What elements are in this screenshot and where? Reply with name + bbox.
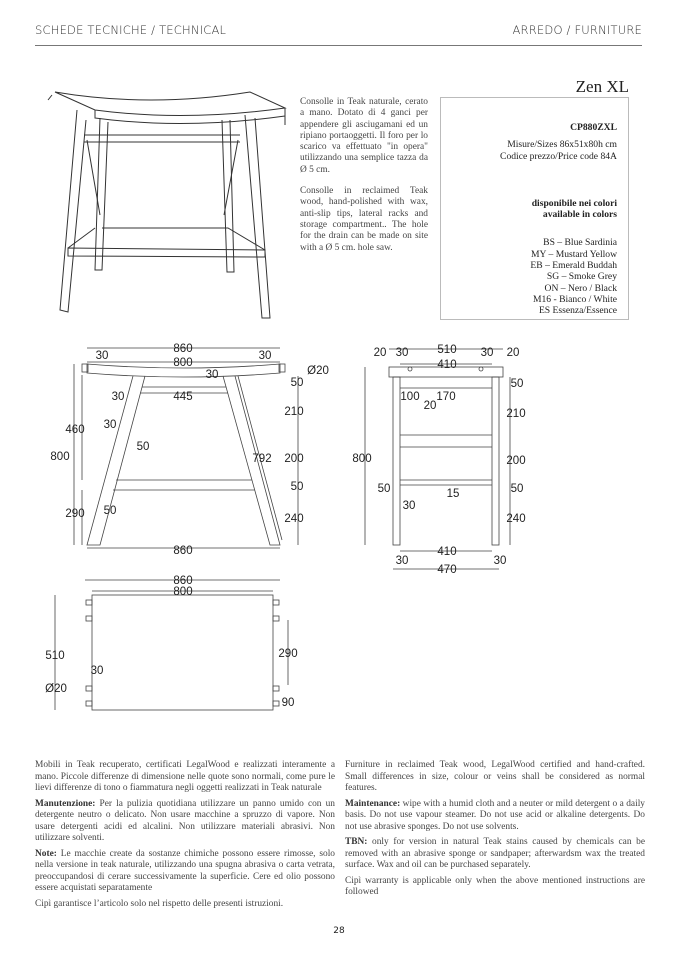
dimension-label: 100 (400, 391, 420, 403)
dimension-label: 20 (423, 400, 437, 412)
maintenance-label: Maintenance: (345, 798, 401, 809)
dimension-label: 460 (65, 424, 85, 436)
dimension-label: 290 (65, 508, 85, 520)
dimension-label: 30 (258, 350, 272, 362)
available-colors-it: disponibile nei colori (531, 197, 617, 209)
dimension-label: 510 (45, 650, 65, 662)
page-number: 28 (333, 926, 345, 936)
dimension-label: 30 (480, 347, 494, 359)
maintenance-en (345, 799, 645, 834)
dimension-label: 510 (437, 344, 457, 356)
dimension-label: 470 (437, 564, 457, 576)
dimension-label: 50 (377, 483, 391, 495)
product-sizes: Misure/Sizes 86x51x80h cm (507, 139, 617, 151)
color-item: M16 - Bianco / White (532, 293, 617, 305)
dimension-label: 50 (136, 441, 150, 453)
dimension-label: 30 (395, 347, 409, 359)
dimension-label: 290 (278, 648, 298, 660)
warranty-en: Cipì warranty is applicable only when the above mentioned instructions are followed (345, 875, 645, 897)
color-item: ON – Nero / Black (544, 282, 617, 294)
note-label: TBN: (345, 837, 368, 847)
dimension-label: 240 (284, 513, 304, 525)
dimension-label: 30 (95, 350, 109, 362)
product-code: CP880ZXL (570, 122, 617, 133)
side-view-dimensions (352, 344, 525, 576)
note-text: Le macchie create da sostanze chimiche possono essere rimosse, solo nella versione in teak naturale, utilizzando una spugna abrasiva o carta vetrata, preoccupandosi di cerare successivamente la superficie. Cere ed olio possono essere acquistati separatamente (35, 848, 335, 893)
product-title: Zen XL (575, 77, 629, 96)
dimension-label: 860 (173, 545, 193, 557)
header-category: ARREDO / FURNITURE (512, 23, 642, 37)
dimension-label: 200 (284, 453, 304, 465)
dimension-label: 30 (103, 419, 117, 431)
dimension-label: 800 (50, 451, 70, 463)
maintenance-it (35, 799, 335, 845)
warranty-it: Cipì garantisce l’articolo solo nel rispetto delle presenti istruzioni. (35, 898, 284, 909)
dimension-label: 860 (173, 575, 193, 587)
dimension-label: Ø20 (45, 683, 67, 695)
color-item: BS – Blue Sardinia (543, 237, 617, 249)
dimension-label: 50 (290, 481, 304, 493)
product-illustration (48, 92, 285, 318)
notes-english (345, 760, 645, 903)
dimension-label: 800 (173, 357, 193, 369)
dimension-label: 210 (284, 406, 304, 418)
dimension-label: Ø20 (307, 365, 329, 377)
product-price-code: Codice prezzo/Price code 84A (500, 150, 617, 162)
notes-italian (35, 760, 335, 914)
dimension-label: 170 (436, 391, 456, 403)
dimension-label: 50 (510, 378, 524, 390)
color-item: SG – Smoke Grey (546, 271, 617, 283)
dimension-label: 15 (446, 488, 460, 500)
maintenance-text: wipe with a humid cloth and a neuter or mild detergent o a daily basis. Do not use vapour steamer. Do not use acid or alkaline detergents. Do not use abrasive sponges. Do not use solvents. (345, 798, 645, 832)
side-view-drawing (365, 349, 510, 569)
dimension-label: 30 (90, 665, 104, 677)
color-item: ES Essenza/Essence (538, 305, 617, 317)
top-view-drawing (55, 580, 288, 710)
front-view-drawing (74, 348, 298, 548)
maintenance-label: Manutenzione: (35, 798, 96, 809)
note-it (35, 849, 335, 895)
dimension-label: 240 (506, 513, 526, 525)
color-item: MY – Mustard Yellow (531, 248, 617, 260)
dimension-label: 200 (506, 455, 526, 467)
dimension-label: 800 (173, 586, 193, 598)
dimension-label: 30 (205, 369, 219, 381)
dimension-label: 210 (506, 408, 526, 420)
available-colors-en: available in colors (542, 209, 617, 221)
dimension-label: 30 (493, 555, 507, 567)
dimension-label: 30 (395, 555, 409, 567)
dimension-label: 20 (373, 347, 387, 359)
dimension-label: 860 (173, 343, 193, 355)
notes-intro-it: Mobili in Teak recuperato, certificati LegalWood e realizzati interamente a mano. Piccole differenze di dimensione nelle quote sono normali, come pure le lievi differenze di tono o fiammatura negli oggetti realizzati in Teak naturale (35, 760, 335, 793)
dimension-label: 445 (173, 391, 193, 403)
dimension-label: 50 (103, 505, 117, 517)
note-text: only for version in natural Teak stains caused by chemicals can be removed with an abrasive sponge or sandpaper; afterwardsm wax the treated surface. Wax and oil can be purchased separately. (345, 837, 645, 870)
dimension-label: 20 (506, 347, 520, 359)
dimension-label: 50 (510, 483, 524, 495)
maintenance-text: Per la pulizia quotidiana utilizzare un panno umido con un detergente neutro o delicato. Non usare macchine a spruzzo di vapore. Non usare detergenti acidi ed alcalini. Non utilizzare materiali abrasivi. Non utilizzare solventi. (35, 798, 335, 843)
description-it: Consolle in Teak naturale, cerato a mano. Dotato di 4 ganci per appendere gli asciugamani ed un ripiano portaoggetti. Il foro per lo scarico va effettuato "in opera" utilizzando una semplice tazza da Ø 5 cm. (300, 97, 428, 175)
notes-intro-en: Furniture in reclaimed Teak wood, LegalWood certified and hand-crafted. Small differences in size, colour or veins shall be considered as normal features. (345, 760, 645, 793)
dimension-label: 410 (437, 546, 457, 558)
dimension-label: 410 (437, 359, 457, 371)
header-section-title: SCHEDE TECNICHE / TECHNICAL (35, 23, 227, 37)
dimension-label: 792 (252, 453, 272, 465)
dimension-label: 50 (290, 377, 304, 389)
dimension-label: 800 (352, 453, 372, 465)
dimension-label: 30 (111, 391, 125, 403)
note-en (345, 837, 645, 872)
dimension-label: 90 (281, 697, 295, 709)
note-label: Note: (35, 848, 57, 859)
description-en: Consolle in reclaimed Teak wood, hand-polished with wax, anti-slip tips, lateral racks and storage compartment.. The hole for the drain can be made on site with a Ø 5 cm. hole saw. (300, 186, 428, 253)
dimension-label: 30 (402, 500, 416, 512)
color-item: EB – Emerald Buddah (530, 260, 617, 272)
